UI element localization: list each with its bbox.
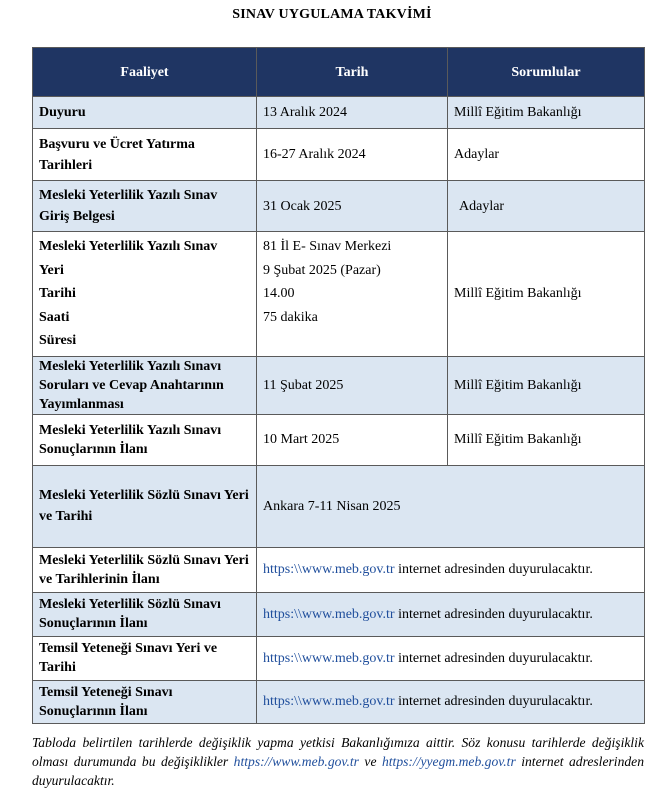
table-row bbox=[33, 356, 645, 414]
date-cell: 31 Ocak 2025 bbox=[257, 181, 448, 232]
table-row bbox=[33, 129, 645, 181]
activity-line: Yeri bbox=[39, 262, 64, 278]
responsible-cell: Millî Eğitim Bakanlığı bbox=[448, 414, 645, 465]
meb-link[interactable]: https:\\www.meb.gov.tr bbox=[263, 606, 395, 622]
announcement-text: internet adresinden duyurulacaktır. bbox=[394, 650, 593, 666]
date-cell: 16-27 Aralık 2024 bbox=[257, 129, 448, 181]
responsible-cell: Millî Eğitim Bakanlığı bbox=[448, 97, 645, 129]
date-line: 75 dakika bbox=[263, 309, 318, 325]
date-cell bbox=[257, 232, 448, 357]
activity-line: Süresi bbox=[39, 333, 77, 348]
meb-link[interactable]: https:\\www.meb.gov.tr bbox=[263, 694, 395, 709]
activity-cell: Duyuru bbox=[33, 97, 257, 129]
date-line: 14.00 bbox=[263, 286, 295, 301]
meb-link[interactable]: https:\\www.meb.gov.tr bbox=[263, 562, 395, 577]
activity-line: Tarihi bbox=[39, 286, 76, 301]
activity-cell: Mesleki Yeterlilik Yazılı Sınavı Soruları ve Cevap Anahtarının Yayımlanması bbox=[33, 356, 257, 414]
footnote-connector: ve bbox=[358, 754, 382, 769]
table-row bbox=[33, 97, 645, 129]
table-header-row bbox=[33, 48, 645, 97]
activity-cell: Mesleki Yeterlilik Yazılı Sınavı Sonuçlarının İlanı bbox=[33, 414, 257, 465]
table-row bbox=[33, 547, 645, 592]
table-row bbox=[33, 414, 645, 465]
meb-url-link[interactable]: https://www.meb.gov.tr bbox=[233, 754, 359, 769]
table-row bbox=[33, 181, 645, 232]
responsible-cell: Adaylar bbox=[448, 129, 645, 181]
date-cell: Ankara 7-11 Nisan 2025 bbox=[257, 465, 645, 547]
announcement-cell bbox=[257, 636, 645, 680]
activity-cell: Başvuru ve Ücret Yatırma Tarihleri bbox=[33, 129, 257, 181]
table-row bbox=[33, 636, 645, 680]
page-title: SINAV UYGULAMA TAKVİMİ bbox=[232, 7, 432, 22]
table-row bbox=[33, 232, 645, 357]
table-row bbox=[33, 680, 645, 723]
date-cell: 11 Şubat 2025 bbox=[257, 356, 448, 414]
activity-cell: Mesleki Yeterlilik Yazılı Sınav Giriş Belgesi bbox=[33, 181, 257, 232]
footnote-text-end: internet adreslerinden duyurulacaktır. bbox=[32, 754, 644, 788]
schedule-table bbox=[32, 47, 645, 724]
date-line: 9 Şubat 2025 (Pazar) bbox=[263, 262, 381, 278]
responsible-cell: Adaylar bbox=[448, 181, 645, 232]
date-cell: 10 Mart 2025 bbox=[257, 414, 448, 465]
header-responsible: Sorumlular bbox=[448, 48, 645, 97]
yyegm-url-link[interactable]: https://yyegm.meb.gov.tr bbox=[381, 754, 516, 769]
date-line: 81 İl E- Sınav Merkezi bbox=[263, 239, 392, 254]
table-row bbox=[33, 592, 645, 636]
announcement-cell bbox=[257, 592, 645, 636]
responsible-cell: Millî Eğitim Bakanlığı bbox=[448, 232, 645, 357]
announcement-text: internet adresinden duyurulacaktır. bbox=[394, 694, 593, 709]
activity-cell: Mesleki Yeterlilik Sözlü Sınavı Yeri ve Tarihi bbox=[33, 465, 257, 547]
announcement-text: internet adresinden duyurulacaktır. bbox=[394, 562, 593, 577]
activity-cell: Temsil Yeteneği Sınavı Sonuçlarının İlanı bbox=[33, 680, 257, 723]
footnote bbox=[32, 733, 644, 790]
announcement-cell bbox=[257, 680, 645, 723]
footnote-text: Tabloda belirtilen tarihlerde değişiklik yapma yetkisi Bakanlığımıza aittir. Söz konusu tarihlerde değişiklik olması durumunda bu değişiklikler bbox=[32, 735, 644, 769]
activity-line: Saati bbox=[39, 309, 70, 325]
activity-cell: Mesleki Yeterlilik Sözlü Sınavı Sonuçlarının İlanı bbox=[33, 592, 257, 636]
header-activity: Faaliyet bbox=[33, 48, 257, 97]
responsible-cell: Millî Eğitim Bakanlığı bbox=[448, 356, 645, 414]
activity-cell: Mesleki Yeterlilik Sözlü Sınavı Yeri ve Tarihlerinin İlanı bbox=[33, 547, 257, 592]
announcement-text: internet adresinden duyurulacaktır. bbox=[394, 606, 593, 622]
activity-cell bbox=[33, 232, 257, 357]
meb-link[interactable]: https:\\www.meb.gov.tr bbox=[263, 650, 395, 666]
table-row bbox=[33, 465, 645, 547]
activity-line: Mesleki Yeterlilik Yazılı Sınav bbox=[39, 239, 218, 254]
activity-cell: Temsil Yeteneği Sınavı Yeri ve Tarihi bbox=[33, 636, 257, 680]
date-cell: 13 Aralık 2024 bbox=[257, 97, 448, 129]
announcement-cell bbox=[257, 547, 645, 592]
header-date: Tarih bbox=[257, 48, 448, 97]
